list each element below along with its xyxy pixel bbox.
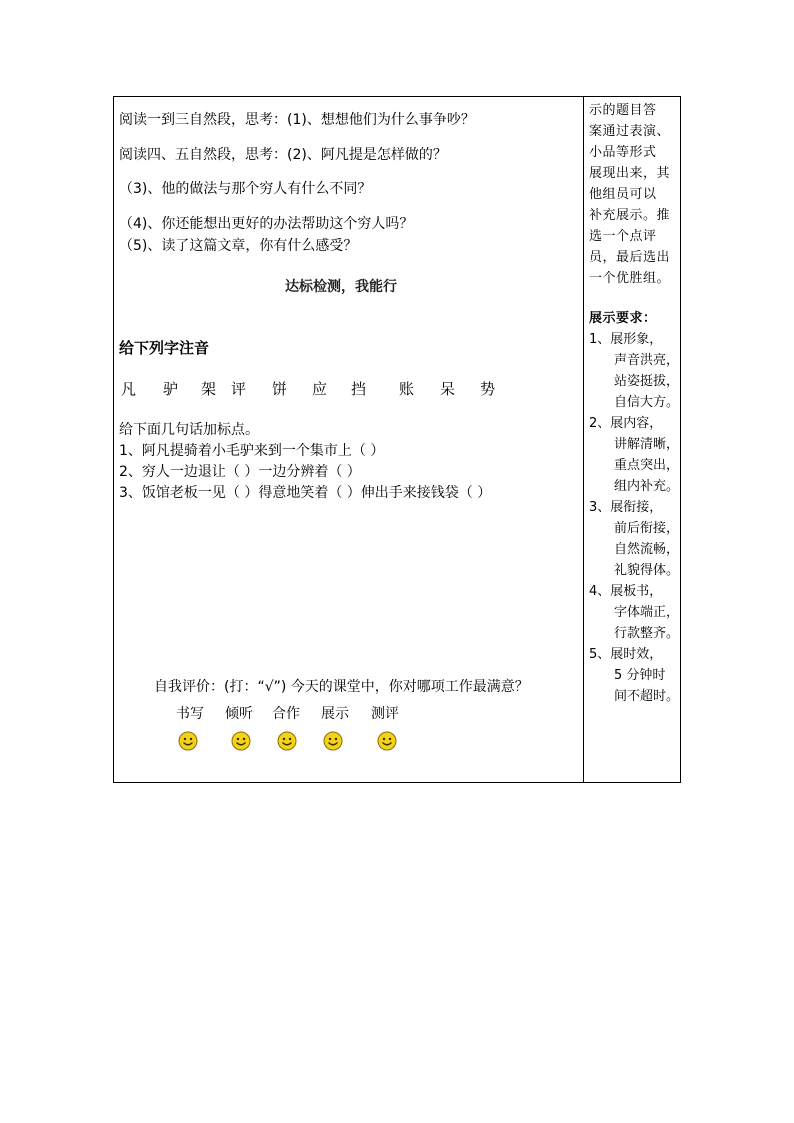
requirement-line: 自信大方。: [614, 395, 680, 410]
side-intro-line: 员，最后选出: [589, 250, 671, 265]
smiley-icon[interactable]: [377, 731, 397, 751]
smiley-icon[interactable]: [231, 731, 251, 751]
eval-label-writing: 书写: [176, 706, 204, 722]
side-intro-line: 补充展示。推: [589, 208, 671, 223]
question-1: 阅读一到三自然段，思考：(1)、想想他们为什么事争吵？: [119, 112, 475, 128]
requirement-line: 讲解清晰，: [614, 437, 680, 452]
side-intro-line: 展现出来，其: [589, 166, 671, 181]
side-intro-line: 小品等形式: [589, 145, 657, 160]
eval-label-presentation: 展示: [321, 706, 349, 722]
side-intro-line: 案通过表演、: [589, 124, 671, 139]
smiley-icon[interactable]: [277, 731, 297, 751]
punct-sentence: 1、阿凡提骑着小毛驴来到一个集市上（ ）: [119, 443, 385, 459]
question-2: 阅读四、五自然段，思考：(2)、阿凡提是怎样做的？: [119, 147, 447, 163]
requirements-title: 展示要求：: [589, 311, 657, 326]
column-divider: [583, 96, 584, 783]
requirement-line: 声音洪亮，: [614, 353, 680, 368]
pinyin-char: 饼: [272, 380, 288, 398]
pinyin-char: 架: [201, 380, 217, 398]
smiley-icon[interactable]: [323, 731, 343, 751]
requirement-line: 间不超时。: [614, 689, 680, 704]
side-intro-line: 选一个点评: [589, 229, 657, 244]
requirement-line: 站姿挺拔，: [614, 374, 680, 389]
question-5: （5)、读了这篇文章，你有什么感受？: [119, 238, 358, 254]
requirement-line: 礼貌得体。: [614, 563, 680, 578]
requirement-head: 2、展内容，: [589, 416, 663, 431]
eval-label-cooperation: 合作: [272, 706, 300, 722]
question-3: （3)、他的做法与那个穷人有什么不同？: [119, 181, 372, 197]
pinyin-char: 账: [399, 380, 415, 398]
requirement-line: 重点突出，: [614, 458, 680, 473]
side-intro-line: 一个优胜组。: [589, 271, 671, 286]
pinyin-char: 驴: [163, 380, 179, 398]
section-title: 达标检测，我能行: [285, 279, 397, 295]
requirement-line: 前后衔接，: [614, 521, 680, 536]
requirement-line: 5 分钟时: [614, 668, 666, 683]
side-intro-line: 他组员可以: [589, 187, 657, 202]
pinyin-char: 凡: [121, 380, 137, 398]
requirement-line: 组内补充。: [614, 479, 680, 494]
question-4: （4)、你还能想出更好的办法帮助这个穷人吗？: [119, 216, 414, 232]
self-eval-prompt: 自我评价：(打：“√”) 今天的课堂中，你对哪项工作最满意？: [154, 679, 529, 695]
pinyin-char: 呆: [440, 380, 456, 398]
eval-label-listening: 倾听: [225, 706, 253, 722]
punct-sentence: 3、饭馆老板一见（ ）得意地笑着（ ）伸出手来接钱袋（ ）: [119, 485, 492, 501]
eval-label-test: 测评: [371, 706, 399, 722]
pinyin-title: 给下列字注音: [119, 339, 210, 357]
requirement-line: 行款整齐。: [614, 626, 680, 641]
pinyin-char: 评: [231, 380, 247, 398]
pinyin-char: 挡: [351, 380, 367, 398]
requirement-line: 自然流畅，: [614, 542, 680, 557]
side-intro-line: 示的题目答: [589, 103, 657, 118]
requirement-head: 1、展形象，: [589, 332, 663, 347]
requirement-head: 3、展衔接，: [589, 500, 663, 515]
requirement-line: 字体端正，: [614, 605, 680, 620]
requirement-head: 5、展时效，: [589, 647, 663, 662]
smiley-icon[interactable]: [178, 731, 198, 751]
requirement-head: 4、展板书，: [589, 584, 663, 599]
pinyin-char: 势: [480, 380, 496, 398]
punct-title: 给下面几句话加标点。: [119, 422, 259, 438]
pinyin-char: 应: [312, 380, 328, 398]
punct-sentence: 2、穷人一边退让（ ）一边分辨着（ ）: [119, 464, 361, 480]
